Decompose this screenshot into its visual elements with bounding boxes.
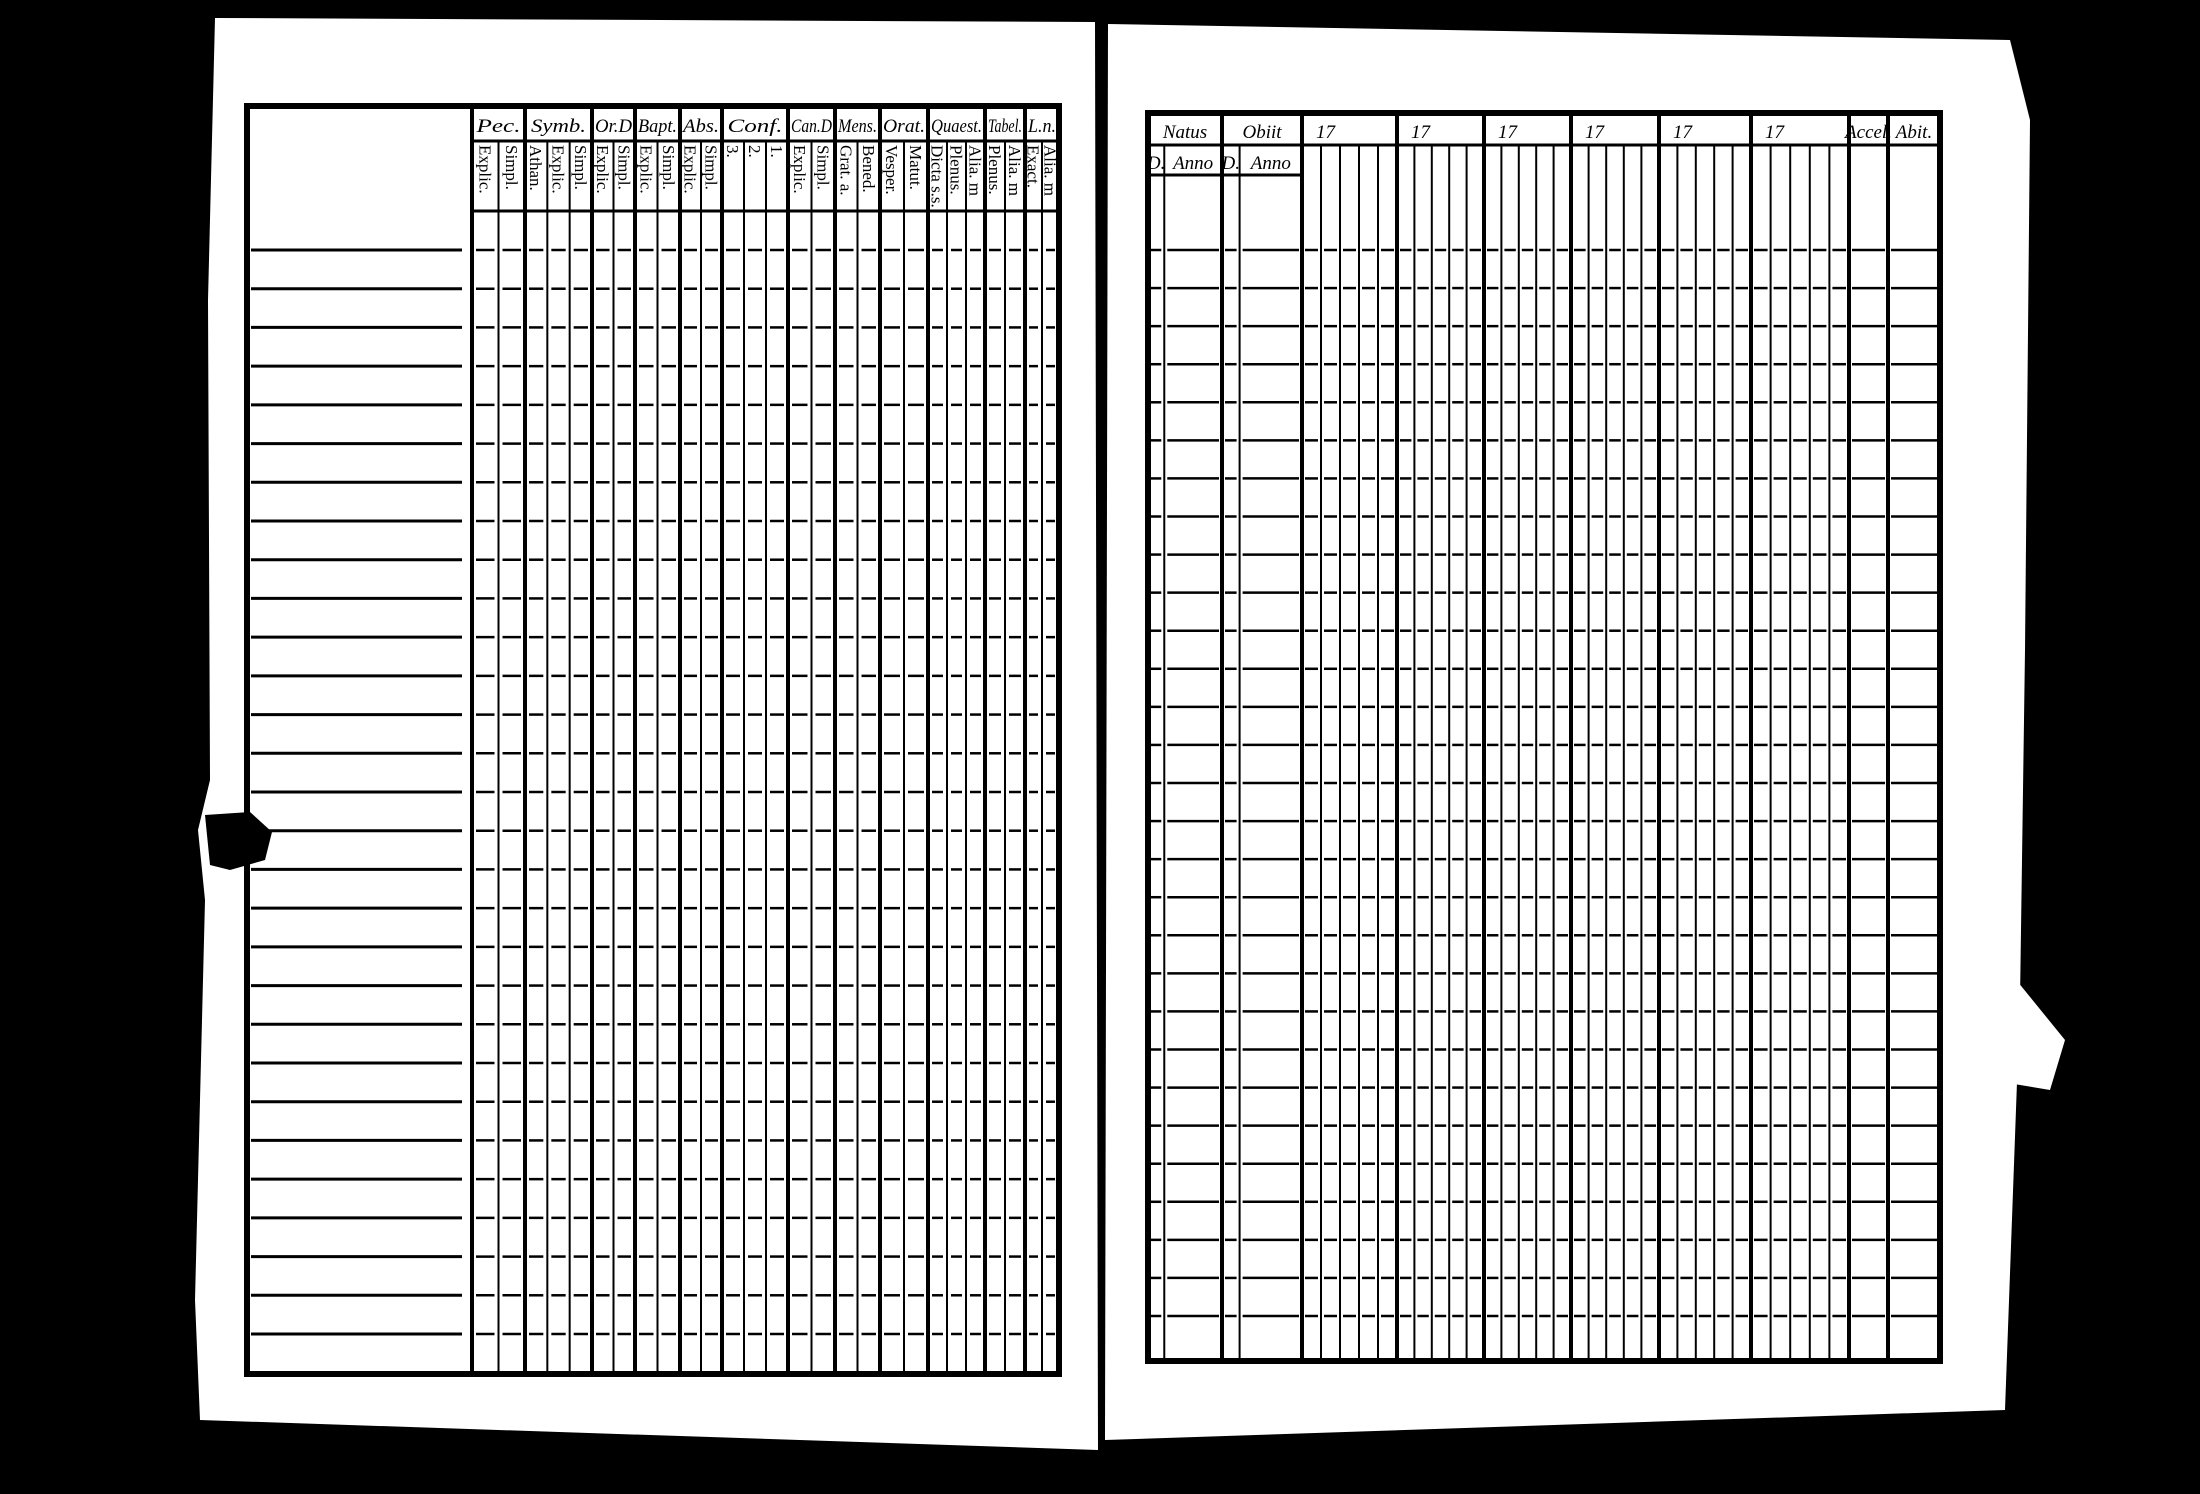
left-col-sublabel: Explic. [475, 145, 495, 194]
left-col-header: L.n. [1027, 116, 1056, 137]
right-col-sublabel: D. [1221, 153, 1241, 174]
right-col-header: Natus [1162, 122, 1208, 143]
left-col-sublabel: Plenus. [946, 145, 966, 195]
left-col-sublabel: 3. [723, 145, 742, 158]
left-col-sublabel: Alia. m [965, 145, 985, 196]
left-col-sublabel: Alia. m [1040, 145, 1060, 196]
left-page-paper [195, 18, 1098, 1450]
left-col-header: Tabel. [988, 116, 1022, 137]
left-col-sublabel: Simpl. [658, 145, 678, 190]
left-col-sublabel: Explic. [680, 145, 700, 194]
left-col-header: Conf. [727, 116, 783, 137]
right-col-header: 17 [1498, 122, 1517, 143]
left-col-sublabel: Simpl. [570, 145, 590, 190]
right-col-header: 17 [1585, 122, 1604, 143]
left-col-header: Bapt. [638, 116, 677, 137]
left-col-header: Orat. [883, 116, 925, 137]
left-col-sublabel: Explic. [592, 145, 612, 194]
left-col-sublabel: 1. [767, 145, 786, 158]
right-col-header: 17 [1411, 122, 1430, 143]
right-col-header: 17 [1765, 122, 1784, 143]
left-col-sublabel: Matut. [906, 145, 925, 190]
left-col-sublabel: Explic. [636, 145, 656, 194]
right-col-sublabel: Anno [1173, 153, 1214, 174]
right-col-sublabel: Anno [1250, 153, 1291, 174]
right-col-header: 17 [1316, 122, 1335, 143]
left-col-sublabel: Grat. a. [836, 145, 856, 196]
left-col-sublabel: Dicta s.s. [927, 145, 947, 208]
left-col-sublabel: Athan. [526, 145, 546, 191]
left-col-header: Symb. [531, 116, 586, 137]
left-col-sublabel: 2. [745, 145, 764, 158]
left-col-header: Or.D [595, 116, 633, 137]
left-col-header: Can.D [791, 116, 833, 137]
left-col-sublabel: Vesper. [882, 145, 901, 195]
right-col-header: 17 [1673, 122, 1692, 143]
left-col-sublabel: Simpl. [501, 145, 521, 190]
left-col-header: Quaest. [931, 116, 982, 137]
left-col-header: Mens. [837, 116, 877, 137]
left-col-header: Abs. [680, 116, 719, 137]
left-col-sublabel: Exact. [1023, 145, 1043, 188]
right-page-paper [1105, 24, 2030, 1440]
right-col-header: Abit. [1895, 122, 1933, 143]
left-col-sublabel: Simpl. [701, 145, 721, 190]
left-col-sublabel: Explic. [789, 145, 809, 194]
right-col-header: Obiit [1242, 122, 1282, 143]
right-col-sublabel: D. [1146, 153, 1166, 174]
left-col-header: Pec. [475, 116, 521, 137]
left-col-sublabel: Simpl. [813, 145, 833, 190]
left-col-sublabel: Alia. m [1005, 145, 1024, 196]
left-col-sublabel: Simpl. [614, 145, 634, 190]
left-col-sublabel: Bened. [858, 145, 878, 193]
left-col-sublabel: Plenus. [985, 145, 1004, 195]
left-col-sublabel: Explic. [548, 145, 568, 194]
right-col-header: Accel. [1845, 122, 1892, 143]
